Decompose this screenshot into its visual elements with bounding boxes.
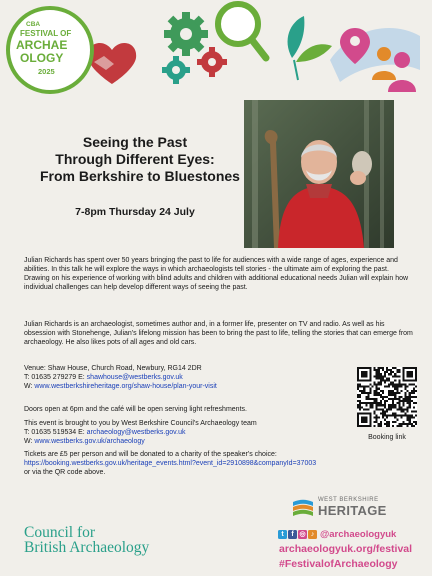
organiser-info [24,419,324,446]
organiser-contact [24,428,324,437]
wb-small-text: WEST BERKSHIRE [318,497,379,503]
magnifier-icon [218,4,266,58]
organiser-web-link[interactable]: www.westberks.gov.uk/archaeology [34,438,145,446]
venue-phone: T: 01635 279279 E: [24,374,87,382]
ticket-price: Tickets are £5 per person and will be donated to a charity of the speaker's choice: [24,451,277,458]
cba-line-1: Council for [24,524,96,541]
cba-wordmark [24,525,149,555]
venue-web [24,382,324,391]
ticket-info [24,450,414,477]
gear-icon-green [164,12,208,56]
svg-text:ARCHAE: ARCHAE [16,38,68,52]
organiser-phone: T: 01635 519534 E: [24,429,87,437]
title-line-1: Seeing the Past [82,134,188,150]
booking-link[interactable]: https://booking.westberks.gov.uk/heritage_events.html?event_id=2910898&companyId=37003 [24,460,317,468]
qr-caption: Booking link [368,434,406,441]
twitter-icon[interactable]: t [278,530,287,539]
venue-info [24,364,324,391]
svg-text:OLOGY: OLOGY [20,51,64,65]
title-line-2: Through Different Eyes: [55,151,215,167]
social-handle[interactable]: @archaeologyuk [320,529,397,540]
svg-text:2025: 2025 [38,67,55,76]
venue-contact [24,373,324,382]
description-paragraph: Julian Richards has spent over 50 years bringing the past to life for audiences with a wide range of ages, experience and abilities. In this talk he will explore the ways in which archaeologists tell stories - the ultimate aim of exploring the past. Drawing on his experience of working with blind adults and children with additional educational needs Julian will explain how individual challenges can help develop different ways of seeing the past. [24,257,409,292]
svg-text:FESTIVAL OF: FESTIVAL OF [20,29,72,38]
organiser-line: This event is brought to you by West Berkshire Council's Archaeology team [24,420,257,427]
event-datetime: 7-8pm Thursday 24 July [75,206,195,218]
svg-text:CBA: CBA [26,21,41,28]
cba-line-2: British Archaeology [24,539,150,556]
venue-web-prefix: W: [24,383,35,391]
organiser-web [24,437,324,446]
organiser-email-link[interactable]: archaeology@westberks.gov.uk [86,429,186,437]
event-title [40,134,240,185]
doors-info: Doors open at 6pm and the café will be open serving light refreshments. [24,406,247,413]
heart-hands-icon [88,43,136,84]
wb-big-text: HERITAGE [318,503,387,518]
speaker-photo [244,100,394,248]
venue-address: Venue: Shaw House, Church Road, Newbury, RG14 2DR [24,365,202,372]
festival-logo [6,6,94,94]
instagram-icon[interactable]: ◎ [299,531,306,538]
tiktok-icon[interactable]: ♪ [308,530,317,539]
facebook-icon[interactable]: f [288,530,297,539]
organiser-web-prefix: W: [24,438,35,446]
venue-web-link[interactable]: www.westberkshireheritage.org/shaw-house/plan-your-visit [34,383,217,391]
festival-url[interactable]: archaeologyuk.org/festival [279,543,413,555]
ticket-qr-note: or via the QR code above. [24,469,106,477]
booking-qr-code[interactable] [357,367,417,427]
speaker-bio-paragraph: Julian Richards is an archaeologist, sometimes author and, in a former life, presenter on TV and radio. As well as his obsession with Stonehenge, Julian's lifelong mission has been to bring the past to life, telling the stories that can emerge from archaeology. He also likes pots of all ages and old cars. [24,321,413,347]
gear-icon-teal [162,56,190,84]
leaves-icon [288,16,332,80]
wb-heritage-icon [292,498,314,518]
venue-email-link[interactable]: shawhouse@westberks.gov.uk [86,374,183,382]
festival-hashtag: #FestivalofArchaeology [279,558,398,570]
gear-icon-red [197,47,227,77]
title-line-3: From Berkshire to Bluestones [40,168,240,184]
